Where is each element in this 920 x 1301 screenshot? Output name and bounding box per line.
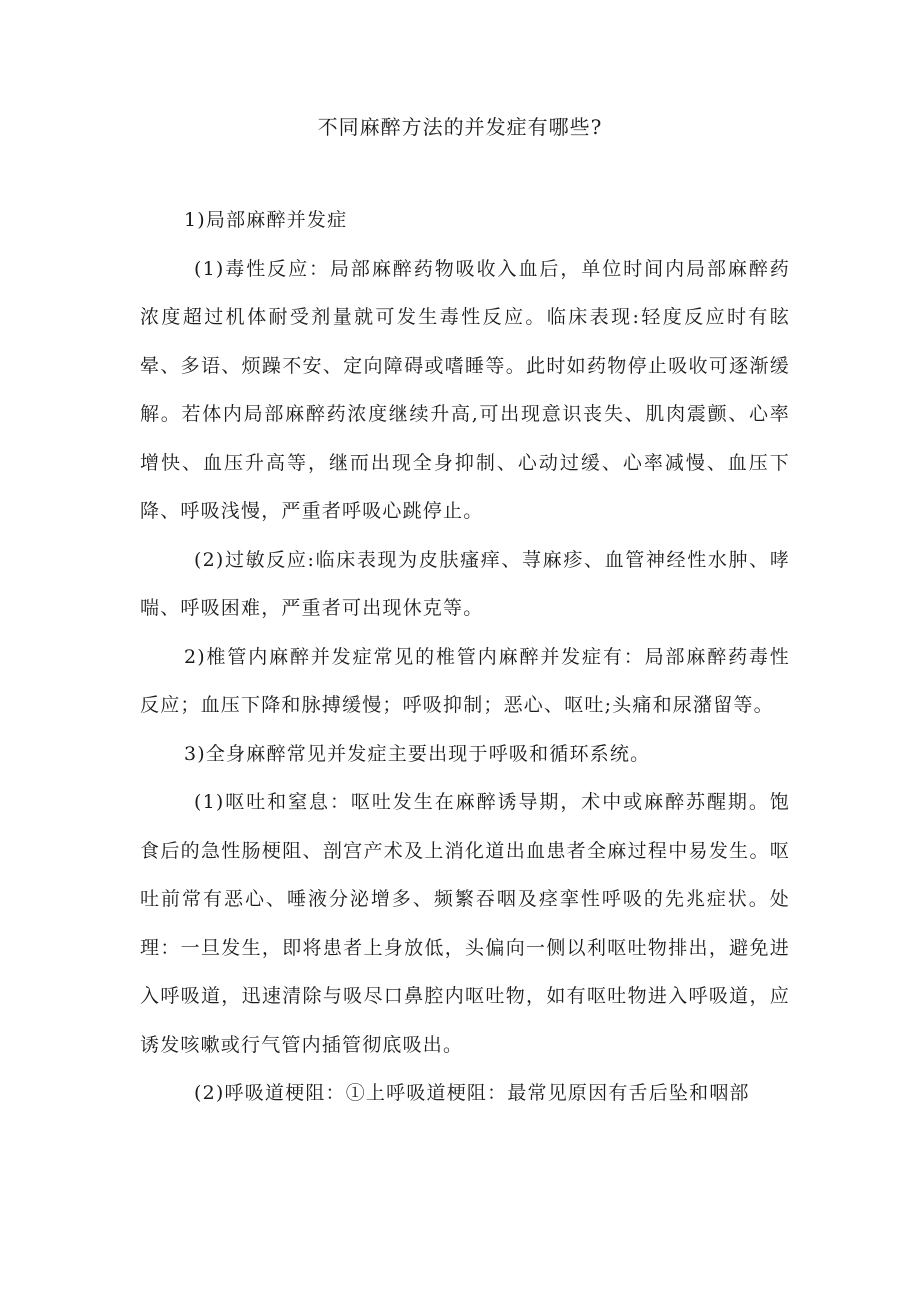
paragraph-general-anesthesia: 3)全身麻醉常见并发症主要出现于呼吸和循环系统。	[184, 742, 651, 765]
paragraph-vomiting-asphyxia: (1)呕吐和窒息：呕吐发生在麻醉诱导期，术中或麻醉苏醒期。饱食后的急性肠梗阻、剖宫产术及上消化道出血患者全麻过程中易发生。呕吐前常有恶心、唾液分泌增多、频繁吞咽及痉挛性呼吸的先兆症状。处理：一旦发生，即将患者上身放低，头偏向一侧以利呕吐物排出，避免进入呼吸道，迅速清除与吸尽口鼻腔内呕吐物，如有呕吐物进入呼吸道，应诱发咳嗽或行气管内插管彻底吸出。	[140, 791, 790, 1056]
section-heading-local-anesthesia: 1)局部麻醉并发症	[184, 209, 348, 231]
paragraph-allergic-reaction: (2)过敏反应:临床表现为皮肤瘙痒、荨麻疹、血管神经性水肿、哮喘、呼吸困难，严重者可出现休克等。	[140, 548, 790, 619]
paragraph-airway-obstruction: (2)呼吸道梗阻：①上呼吸道梗阻：最常见原因有舌后坠和咽部	[194, 1082, 750, 1104]
paragraph-toxic-reaction: (1)毒性反应：局部麻醉药物吸收入血后，单位时间内局部麻醉药浓度超过机体耐受剂量就可发生毒性反应。临床表现:轻度反应时有眩晕、多语、烦躁不安、定向障碍或嗜睡等。此时如药物停止吸收可逐渐缓解。若体内局部麻醉药浓度继续升高,可出现意识丧失、肌肉震颤、心率增快、血压升高等，继而出现全身抑制、心动过缓、心率减慢、血压下降、呼吸浅慢，严重者呼吸心跳停止。	[140, 257, 790, 522]
paragraph-spinal-anesthesia: 2)椎管内麻醉并发症常见的椎管内麻醉并发症有：局部麻醉药毒性反应；血压下降和脉搏缓慢；呼吸抑制；恶心、呕吐;头痛和尿潴留等。	[140, 645, 790, 716]
document-body	[140, 196, 790, 1118]
page-title: 不同麻醉方法的并发症有哪些?	[317, 115, 603, 139]
